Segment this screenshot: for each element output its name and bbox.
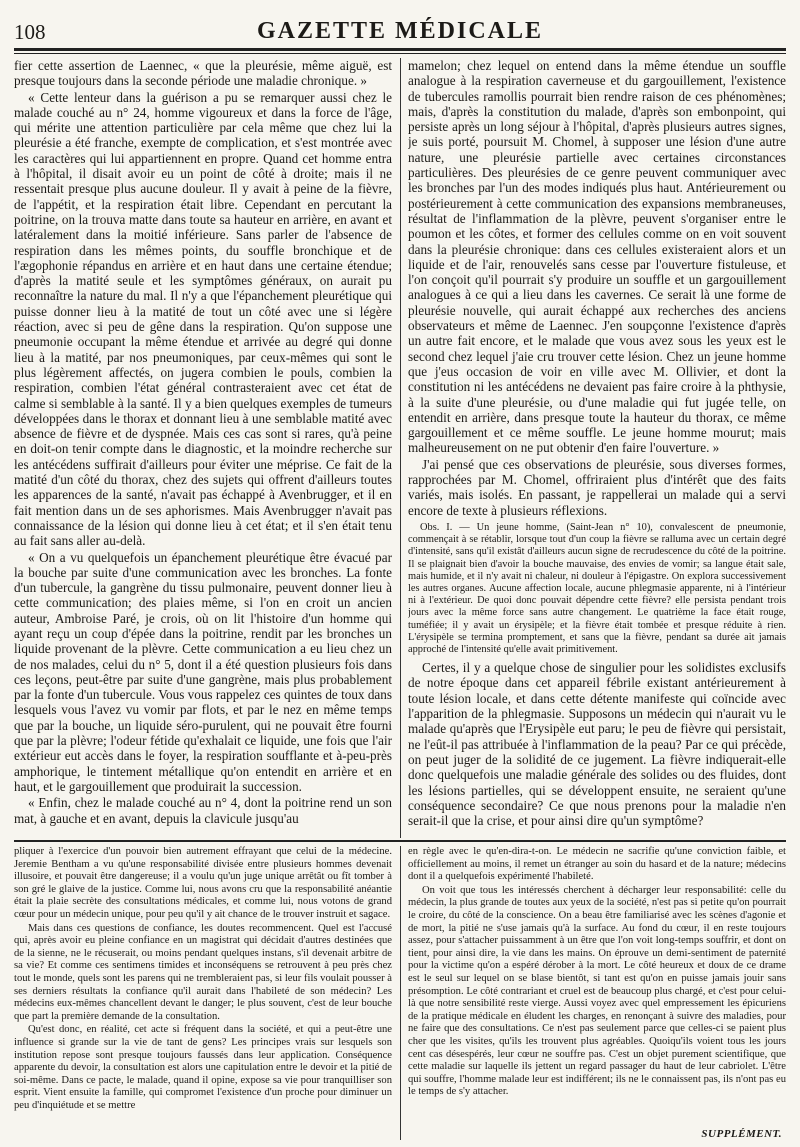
article-column-right xyxy=(408,58,786,829)
page-number: 108 xyxy=(14,20,46,44)
article-paragraph: J'ai pensé que ces observations de pleurésie, sous diverses formes, rapprochées par M. Chomel, offriraient plus d'intérêt que des faits variés, mais isolés. En passant, je rappellerai un malade qui a servi encore de texte à plusieurs réflexions. xyxy=(408,456,786,518)
feuilleton-column-left xyxy=(14,846,392,1140)
page-header xyxy=(14,8,786,48)
article-paragraph: « Cette lenteur dans la guérison a pu se remarquer aussi chez le malade couché au n° 24, homme vigoureux et dans la force de l'âge, qui mérite une attention particulière par cela même que chez lui la pleurésie a été franche, exempte de complication, et s'est montrée avec les caractères qui lui appartiennent en propre. Quand cet homme entra à l'hôpital, il disait avoir eu un point de côté à droite; mais il ne ressentait presque plus aucune douleur. Il y avait à peine de la fièvre, de l'appétit, et la respiration était libre. Cependant en percutant la poitrine, on la trouva matte dans toute sa hauteur en arrière, en avant et latéralement dans la moitié inférieure. Sans parler de l'absence de respiration dans les mêmes points, du souffle bronchique et de l'ægophonie répandus en arrière et en haut dans une certaine étendue; d'après la matité seule et les symptômes généraux, on aurait pu reconnaître la nature du mal. Il n'y a que l'épanchement pleurétique qui puisse donner lieu à la matité de tout un côté avec une si légère réaction, avec si peu de gêne dans la respiration. Qu'on suppose une pneumonie occupant la même étendue et arrivée au degré qui donne lieu à la matité, par nos pneumoniques, par ceux-mêmes qui sont le plus légèrement affectés, on jugera combien le pouls, combien la respiration, combien l'état général contrasteraient avec cet état de calme si semblable à la santé. Il y a bien quelques exemples de tumeurs développées dans le thorax et donnant lieu à une semblable matité avec absence de fièvre et de dyspnée. Mais ces cas sont si rares, qu'à peine en doit-on tenir compte dans le diagnostic, et la moindre recherche sur les antécédens suffirait d'ailleurs pour éviter une méprise. Ce fait de la matité d'un côté du thorax, chez des sujets qui offrent d'ailleurs toutes les apparences de la santé, n'avait pas échappé à Avenbrugger, et il en fait mention dans un de ses aphorismes. Mais Avenbrugger n'avait pas connaissance de la lésion qui donne lieu à cet état; et il s'en était tenu au fait sans aller au-delà. xyxy=(14,89,392,549)
main-article xyxy=(14,58,786,838)
feuilleton-section xyxy=(14,846,786,1140)
article-paragraph: « On a vu quelquefois un épanchement pleurétique être évacué par la bouche par suite d'une communication avec les bronches. La fonte d'un tubercule, la gangrène du tissu pulmonaire, peuvent donner lieu à cette communication; des plaies même, si l'on en croit un ancien auteur, Ambroise Paré, je crois, où on lit l'histoire d'un homme qui ayant reçu un coup d'épée dans la poitrine, rendit par les bronches un liquide provenant de la plèvre. Cette communication a eu lieu chez un de nos malades, celui du n° 5, dont il a été question plusieurs fois dans ces leçons, peut-être par suite d'une gangrène, mais plus probablement par la fonte d'un tubercule. Vous vous rappelez ces quintes de toux dans lesquels vous l'avez vu vomir par flots, et par le nez en même temps que par la bouche, un liquide séro-purulent, qui ne pouvait être fourni que par la plèvre; l'odeur fétide qu'exhalait ce liquide, une fois que l'air extérieur eut accès dans le foyer, la respiration soufflante et à-peu-près amphorique, le tintement métallique qu'on entendit en arrière et en haut, et le gargouillement que produirait la succession. xyxy=(14,549,392,794)
feuilleton-paragraph: Qu'est donc, en réalité, cet acte si fréquent dans la société, et qui a peut-être une influence si grande sur la vie de tant de gens? Les principes vrais sur lesquels son institution repose sont presque toujours faussés dans leur application. Conséquence apparente du devoir, la consultation est alors une capitulation entre le devoir et la pitié de soi-même. Dans ce pacte, le malade, quand il opine, expose sa vie pour tranquilliser son esprit. Vient ensuite la famille, qui compromet l'existence d'un proche pour diminuer un peu d'inquiétude et se mettre xyxy=(14,1024,392,1111)
article-paragraph: « Enfin, chez le malade couché au n° 4, dont la poitrine rend un son mat, à gauche et en avant, depuis la clavicule jusqu'au xyxy=(14,795,392,826)
observation-note: Obs. I. — Un jeune homme, (Saint-Jean n° 10), convalescent de pneumonie, commençait à se rétablir, lorsque tout d'un coup la fièvre se ralluma avec un certain degré d'intensité, sans qu'il existât d'ailleurs aucun signe de recrudescence du côté de la poitrine. Il se plaignait bien d'avoir la bouche mauvaise, des envies de vomir; sa langue était sale, mais humide, et il n'y avait ni chaleur, ni douleur à l'épigastre. On explora successivement les autres organes. Aucune affection locale, aucune phlegmasie apparente, ni à l'intérieur ni à l'extérieur. De quoi donc pouvait dépendre cette fièvre? elle persista pendant trois jours avec la même force sans autre changement. Le quatrième la face était rouge, tuméfiée; il y avait un érysipèle; et la fièvre était tombée et presque réduite à rien. L'érysipèle se termina promptement, et sans que la fièvre, pendant sa durée ait jamais approché de l'intensité qu'elle avait primitivement. xyxy=(408,521,786,655)
article-paragraph: Certes, il y a quelque chose de singulier pour les solidistes exclusifs de notre époque dans cet appareil fébrile existant antérieurement à toute lésion locale, et dans cette détente manifeste qui coïncide avec l'apparition de la phlegmasie. Supposons un médecin qui n'aurait vu le malade qu'après que l'Erysipèle eut paru; le peu de fièvre qui persistait, ne l'eût-il pas attribuée à l'inflammation de la peau? Par ce qui précède, on peut juger de la solidité de ce jugement. La fièvre indiquerait-elle donc quelquefois une maladie générale des solides ou des fluides, dont les lésions partielles, qui se développent ensuite, ne seraient qu'une conséquence secondaire? Ce que nous prenons pour la maladie n'en serait-il que la crise, et pour ainsi dire qu'un symptôme? xyxy=(408,660,786,829)
article-column-left xyxy=(14,58,392,827)
article-paragraph: fier cette assertion de Laennec, « que la pleurésie, même aiguë, est presque toujours dans la seconde période une maladie chronique. » xyxy=(14,58,392,89)
header-rule-thin xyxy=(14,53,786,54)
newspaper-page xyxy=(14,8,786,1140)
header-rule-thick xyxy=(14,48,786,51)
feuilleton-paragraph: en règle avec le qu'en-dira-t-on. Le médecin ne sacrifie qu'une conviction faible, et officiellement au moins, il remet un étranger au soin du hasard et de la nature; médecins dont il a quelquefois expérimenté l'habileté. xyxy=(408,846,786,883)
feuilleton-column-right xyxy=(408,846,786,1140)
supplement-catchword: SUPPLÉMENT. xyxy=(701,1128,782,1140)
article-paragraph: mamelon; chez lequel on entend dans la même étendue un souffle analogue à la respiration caverneuse et du gargouillement, l'existence de tubercules ramollis pourrait bien rendre raison de ces phénomènes; mais, d'après la constitution du malade, d'après son embonpoint, qui persiste après un long séjour à l'hôpital, d'après plusieurs autres signes, je suis porté, poursuit M. Chomel, à supposer une lésion d'une autre nature, une pleurésie partielle avec certaines circonstances particulières. Des pleurésies de ce genre peuvent communiquer avec les bronches par l'un des modes indiqués plus haut. Antérieurement ou postérieurement à cette communication des expansions membraneuses, résultat de l'inflammation de la plèvre, peuvent s'organiser entre le poumon et les côtes, et former des cellules comme on en voit souvent dans la pleurésie chronique: dans ces cellules existeraient alors et un liquide et de l'air, renouvelés sans cesse par l'ouverture fistuleuse, et l'on conçoit qu'il pourrait s'y produire un souffle et un gargouillement analogues à ce qui a lieu dans les cavernes. Ce serait là une forme de pleurésie nouvelle, qui aurait échappé aux recherches des anciens observateurs et même de Laennec. J'en soupçonne l'existence d'après un autre fait encore, et le malade que vous avez sous les yeux est le second chez lequel j'aie cru trouver cette lésion. Chez un jeune homme que j'eus occasion de voir en ville avec M. Ollivier, et dont la constitution ni les antécédens ne devaient pas faire croire à la phthysie, à la suite d'une pleurésie, ou d'une maladie qui fut jugée telle, on entendit en arrière, dans presque toute la hauteur du thorax, ce même gargouillement et ce même souffle. Le jeune homme mourut; mais malheureusement on ne put obtenir d'en faire l'ouverture. » xyxy=(408,58,786,456)
column-divider xyxy=(400,846,401,1140)
feuilleton-paragraph: pliquer à l'exercice d'un pouvoir bien autrement effrayant que celui de la médecine. Jeremie Bentham a vu qu'une responsabilité divisée entre plusieurs hommes devenait illusoire, et pouvait être dangereuse; il a voulu qu'un juge unique arrêtât ou fît tomber à son gré le glaive de la justice. Comme lui, nous avons cru que la responsabilité anéantie était la plaie secrète des consultations médicales, et comme lui, nous votons de grand cœur pour un médecin unique, pour peu qu'il y ait chance de le trouver instruit et sagace. xyxy=(14,846,392,920)
feuilleton-paragraph: On voit que tous les intéressés cherchent à décharger leur responsabilité: celle du médecin, la plus grande de toutes aux yeux de la société, n'est pas si petite qu'on pourrait le croire, du côté de la conscience. On a beau être familiarisé avec les scènes d'agonie et de mort, la pitié ne s'use jamais qu'à la surface. Au fond du cœur, il en reste toujours assez, pour s'attacher puissamment à un être que l'on voit long-temps souffrir, et dont on tient, pour ainsi dire, la vie dans les mains. On éprouve un demi-sentiment de paternité pour la victime qu'on a espéré dérober à la mort. Le côté heureux et doux de ce drame est le seul sur lequel on se blase bientôt, si tant est qu'on en puisse jamais jouir sans présomption. Le côté contrariant et cruel est de beaucoup plus chargé, et c'est pour celui-là que notre sensibilité reste vierge. Aussi voyez avec quel empressement les épicuriens de la pratique médicale en éludent les charges, en renonçant à suivre des maladies, pour ne faire que des consultations. Ce n'est pas seulement parce que celles-ci se paient plus cher que les visites, qu'ils les trouvent plus agréables. Quoiqu'ils voient tous les jours cent cas désespérés, leur cœur ne souffre pas. C'est un objet purement scientifique, que cette maladie sur laquelle ils jettent un regard passager du haut de leur cabriolet. L'être qui souffre, l'homme malade leur est indifférent; ils ne le connaissent pas, ils n'ont pas eu le temps de s'y attacher. xyxy=(408,884,786,1098)
masthead-title: GAZETTE MÉDICALE xyxy=(256,18,544,44)
column-divider xyxy=(400,58,401,838)
feuilleton-paragraph: Mais dans ces questions de confiance, les doutes recommencent. Quel est l'accusé qui, après avoir eu pleine confiance en un magistrat qui décidait d'autres destinées que de la sienne, ne le récuserait, ou moins pendant quelques instans, s'il devenait arbitre de sa vie? Et comme ces sentimens timides et inconséquens se retrouvent à peu près chez tout le monde, quels sont les parens qui ne trembleraient pas, si leur fils voulait pousser à ses derniers résultats la confiance qu'il aurait dans l'habileté de son médecin? Les médecins eux-mêmes chancellent devant le danger; le plus souvent, c'est de leur bouche que part la première demande de la consultation. xyxy=(14,922,392,1022)
section-separator xyxy=(14,840,786,842)
